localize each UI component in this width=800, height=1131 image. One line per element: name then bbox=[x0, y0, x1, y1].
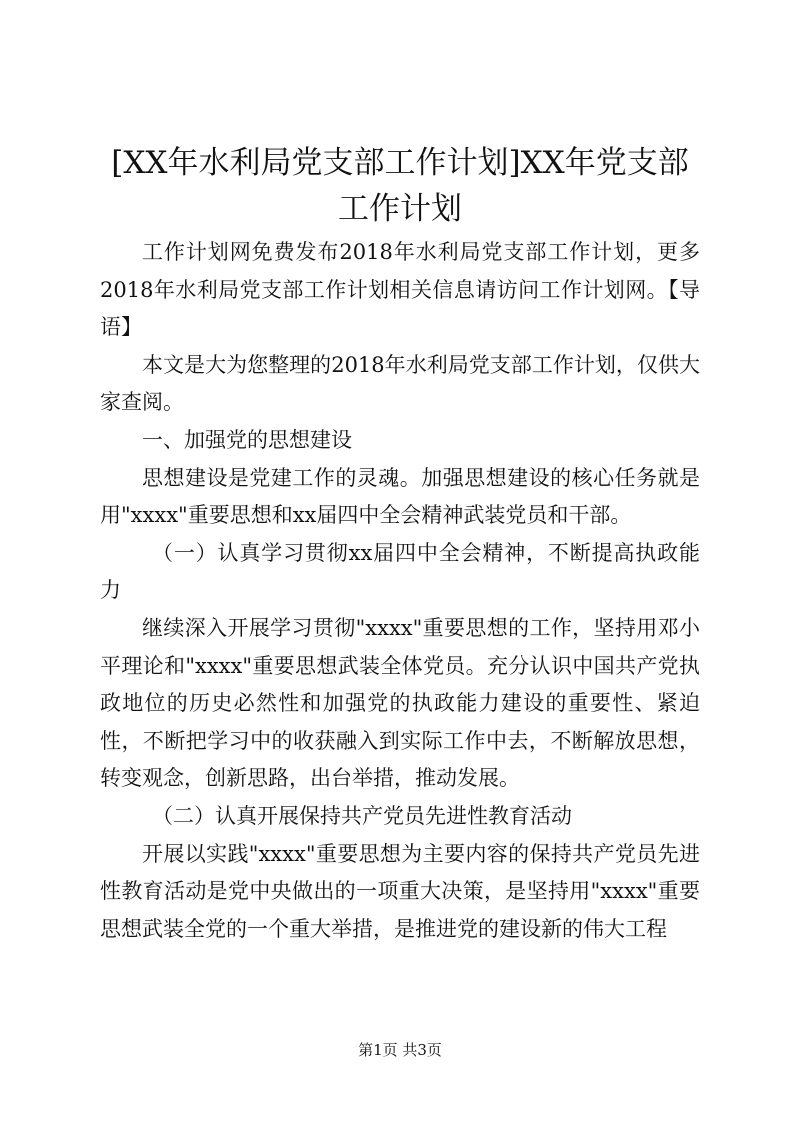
paragraph-intro: 工作计划网免费发布2018年水利局党支部工作计划，更多2018年水利局党支部工作计划相关信息请访问工作计划网。【导语】 bbox=[100, 240, 700, 340]
subsection-heading-1: （一）认真学习贯彻xx届四中全会精神，不断提高执政能力 bbox=[100, 540, 700, 603]
paragraph-subsection-1: 继续深入开展学习贯彻"xxxx"重要思想的工作，坚持用邓小平理论和"xxxx"重要思想武装全体党员。充分认识中国共产党执政地位的历史必然性和加强党的执政能力建设的重要性、紧迫性，不断把学习中的收获融入到实际工作中去，不断解放思想，转变观念，创新思路，出台举措，推动发展。 bbox=[100, 615, 700, 791]
subsection-heading-2: （二）认真开展保持共产党员先进性教育活动 bbox=[152, 803, 572, 828]
document-body bbox=[100, 234, 700, 948]
paragraph-subsection-2: 开展以实践"xxxx"重要思想为主要内容的保持共产党员先进性教育活动是党中央做出的一项重大决策，是坚持用"xxxx"重要思想武装全党的一个重大举措，是推进党的建设新的伟大工程 bbox=[100, 841, 700, 941]
page-footer: 第1页 共3页 bbox=[358, 1041, 442, 1059]
paragraph-section-1: 思想建设是党建工作的灵魂。加强思想建设的核心任务就是用"xxxx"重要思想和xx届四中全会精神武装党员和干部。 bbox=[100, 465, 700, 528]
document-title: [XX年水利局党支部工作计划]XX年党支部工作计划 bbox=[111, 145, 689, 227]
paragraph-summary: 本文是大为您整理的2018年水利局党支部工作计划，仅供大家查阅。 bbox=[100, 352, 700, 415]
section-heading-1: 一、加强党的思想建设 bbox=[142, 427, 352, 452]
